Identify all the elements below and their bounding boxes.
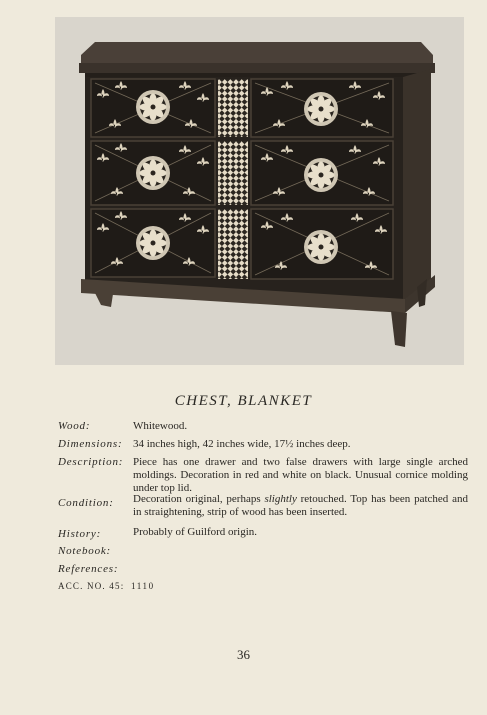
dimensions-label: Dimensions:: [58, 438, 123, 450]
condition-text-emphasis: slightly: [264, 493, 297, 505]
page-number: 36: [237, 647, 250, 662]
accession-number: 1110: [131, 581, 155, 591]
notebook-label: Notebook:: [58, 545, 112, 557]
history-value: Probably of Guilford origin.: [133, 526, 258, 538]
condition-text-end: retouched. Top has been patched and in straightening, strip of wood has been inserted.: [133, 493, 468, 518]
chest-photograph: [55, 17, 464, 365]
wood-label: Wood:: [58, 420, 91, 432]
references-label: References:: [58, 563, 119, 575]
description-value: Piece has one drawer and two false drawers with large single arched moldings. Decoration in red and white on black. Unusual cornice molding under top lid.: [133, 456, 468, 494]
item-title: CHEST, BLANKET: [174, 393, 313, 409]
blanket-chest-illustration: [55, 17, 464, 365]
condition-text-start: Decoration original, perhaps: [133, 493, 265, 505]
description-label: Description:: [58, 456, 124, 468]
condition-value: [133, 493, 468, 519]
condition-label: Condition:: [58, 497, 114, 509]
history-label: History:: [58, 528, 102, 540]
wood-value: Whitewood.: [133, 420, 188, 432]
accession-label: ACC. NO. 45:: [58, 581, 125, 591]
dimensions-value: 34 inches high, 42 inches wide, 17½ inches deep.: [133, 438, 351, 450]
